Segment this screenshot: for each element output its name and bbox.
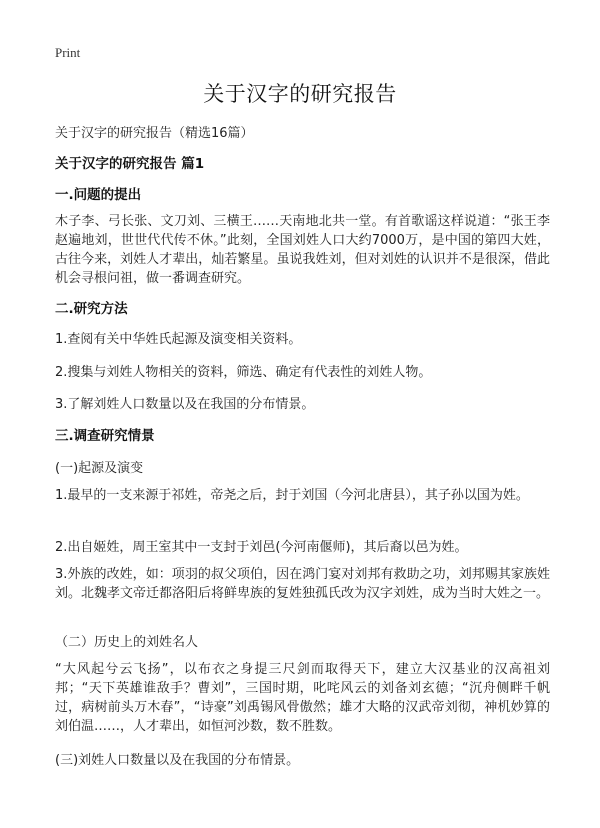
- document-subtitle: 关于汉字的研究报告（精选16篇）: [55, 126, 254, 141]
- paragraph-intro: 木子李、弓长张、文刀刘、三横王……天南地北共一堂。有首歌谣这样说道：“张王李赵遍地刘，世世代代传不休。”此刻，全国刘姓人口大约7000万，是中国的第四大姓，古往今来，刘姓人才辈出，灿若繁星。虽说我姓刘，但对刘姓的认识并不是很深，借此机会寻根问祖，做一番调查研究。: [55, 214, 550, 286]
- paragraph-famous-people: “大风起兮云飞扬”，以布衣之身提三尺剑而取得天下，建立大汉基业的汉高祖刘邦；“天下英雄谁敌手？曹刘”，三国时期，叱咤风云的刘备刘玄德；“沉舟侧畔千帆过，病树前头万木春”，“诗豪”刘禹锡风骨傲然；雄才大略的汉武帝刘彻，神机妙算的刘伯温……，人才辈出，如恒河沙数，数不胜数。: [55, 662, 550, 734]
- method-item-1: 1.查阅有关中华姓氏起源及演变相关资料。: [55, 332, 302, 347]
- heading-investigation: 三.调查研究情景: [55, 428, 155, 444]
- section-title: 关于汉字的研究报告 篇1: [55, 156, 205, 172]
- subheading-famous-people: （二）历史上的刘姓名人: [55, 635, 199, 650]
- method-item-3: 3.了解刘姓人口数量以及在我国的分布情景。: [55, 397, 315, 412]
- origin-item-1: 1.最早的一支来源于祁姓，帝尧之后，封于刘国（今河北唐县），其子孙以国为姓。: [55, 488, 529, 503]
- document-title: 关于汉字的研究报告: [203, 82, 397, 106]
- print-label: Print: [55, 45, 81, 60]
- origin-item-3: 3.外族的改姓，如：项羽的叔父项伯，因在鸿门宴对刘邦有救助之功，刘邦赐其家族姓刘。北魏孝文帝迁都洛阳后将鲜卑族的复姓独孤氏改为汉字刘姓，成为当时大姓之一。: [55, 567, 550, 601]
- origin-item-2: 2.出自姬姓，周王室其中一支封于刘邑(今河南偃师)，其后裔以邑为姓。: [55, 540, 468, 555]
- subheading-origin: (一)起源及演变: [55, 461, 144, 476]
- heading-methods: 二.研究方法: [55, 301, 128, 317]
- heading-problem: 一.问题的提出: [55, 187, 142, 203]
- method-item-2: 2.搜集与刘姓人物相关的资料，筛选、确定有代表性的刘姓人物。: [55, 365, 432, 380]
- subheading-population: (三)刘姓人口数量以及在我国的分布情景。: [55, 753, 300, 768]
